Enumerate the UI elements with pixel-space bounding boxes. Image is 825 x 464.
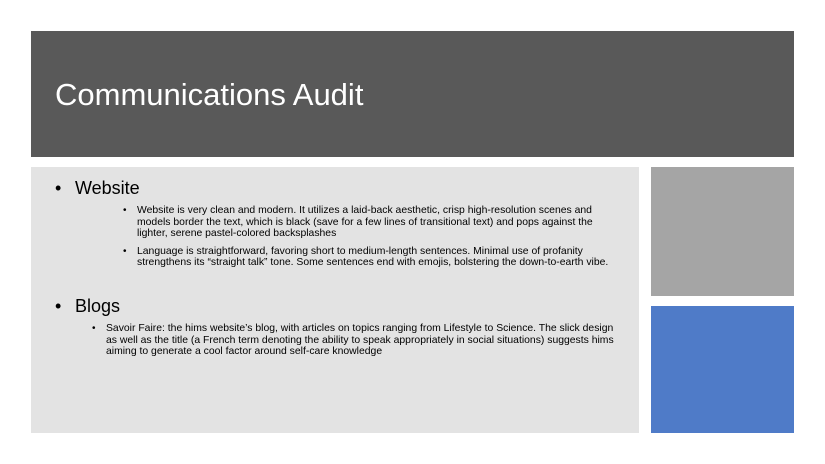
blue-accent-block <box>651 306 794 433</box>
title-bar <box>31 31 794 157</box>
list-item <box>123 205 625 240</box>
list-item-text: Language is straightforward, favoring short to medium-length sentences. Minimal use of profanity strengthens its “straight talk” tone. Some sentences end with emojis, bolstering the down-to-earth vibe. <box>137 245 609 268</box>
website-sub-list <box>123 205 625 275</box>
section-heading-blogs <box>55 296 120 316</box>
list-item <box>123 245 625 269</box>
gray-accent-block <box>651 167 794 296</box>
list-item-text: Savoir Faire: the hims website’s blog, with articles on topics ranging from Lifestyle to Science. The slick design as well as the title (a French term denoting the ability to speak appropriately in social situations) suggests hims aiming to generate a cool factor around self-care knowledge <box>106 323 614 357</box>
bullet-icon: • <box>123 205 127 216</box>
bullet-icon: • <box>123 245 127 257</box>
section-heading-label: Blogs <box>75 296 121 316</box>
bullet-icon: • <box>92 323 96 334</box>
list-item <box>92 323 614 358</box>
bullet-icon: • <box>55 296 62 316</box>
section-heading-label: Website <box>75 178 140 198</box>
slide-title: Communications Audit <box>55 77 364 112</box>
section-heading-website <box>55 178 140 198</box>
list-item-text: Website is very clean and modern. It utilizes a laid-back aesthetic, crisp high-resolution scenes and models border the text, which is black (save for a few lines of transitional text) and pops against the lighter, serene pastel-colored backsplashes <box>137 205 593 239</box>
blogs-sub-list <box>92 323 614 364</box>
bullet-icon: • <box>55 178 62 198</box>
content-panel <box>31 167 639 433</box>
